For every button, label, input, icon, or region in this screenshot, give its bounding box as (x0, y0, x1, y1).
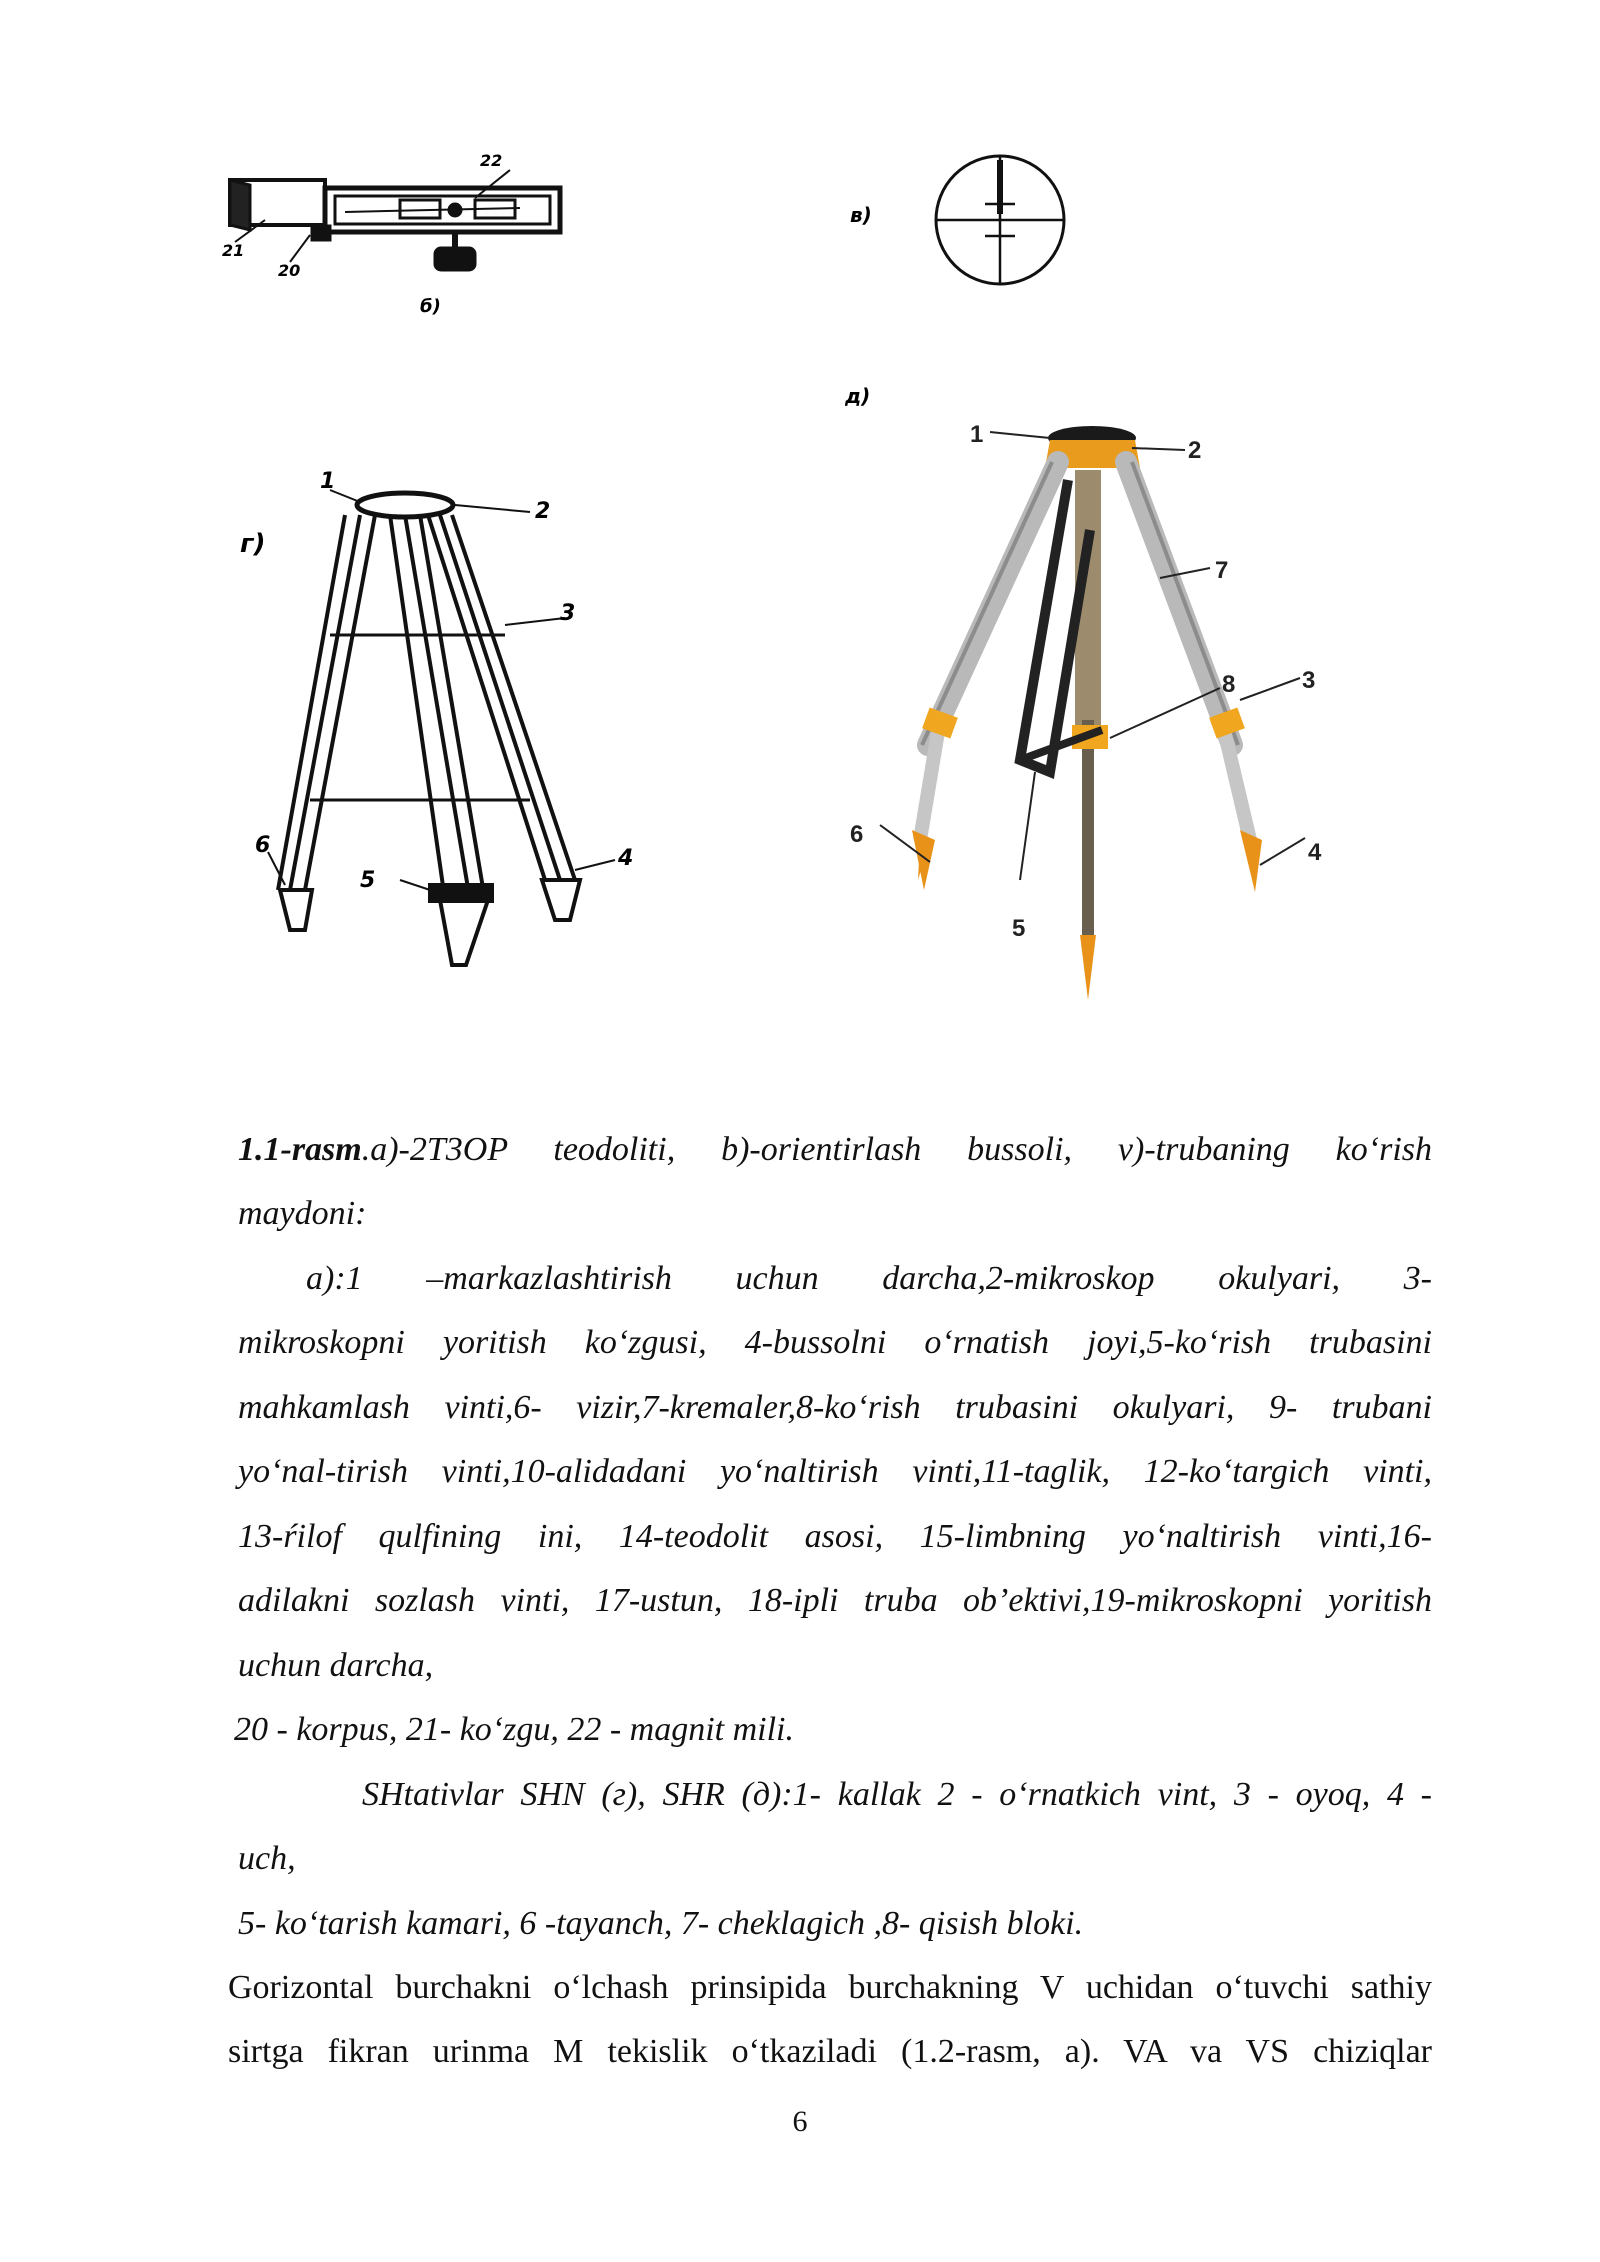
caption-line-7: 13-ŕilof qulfining ini, 14-teodolit asosi, 15-limbning yo‘naltirish vinti,16- (238, 1518, 1432, 1555)
caption-line-11: SHtativlar SHN (г), SHR (д):1- kallak 2 - o‘rnatkich vint, 3 - oyoq, 4 - (362, 1776, 1432, 1813)
caption-line-6: yo‘nal-tirish vinti,10-alidadani yo‘naltirish vinti,11-taglik, 12-ko‘targich vinti, (238, 1453, 1432, 1490)
caption-line-5: mahkamlash vinti,6- vizir,7-kremaler,8-ko‘rish trubasini okulyari, 9- trubani (238, 1389, 1432, 1426)
figure-b-bussol (220, 140, 580, 330)
caption-line-8: adilakni sozlash vinti, 17-ustun, 18-ipli truba ob’ektivi,19-mikroskopni yoritish (238, 1582, 1432, 1619)
figure-caption (234, 1118, 1432, 1948)
figure-d-tripod-shr (840, 400, 1360, 1000)
body-line-1: Gorizontal burchakni o‘lchash prinsipida burchakning V uchidan o‘tuvchi sathiy (228, 1969, 1432, 2006)
figure-v-label: в) (850, 203, 872, 227)
callout-3: 3 (560, 601, 576, 626)
callout-21: 21 (222, 241, 245, 260)
callout-4: 4 (618, 846, 634, 871)
caption-figure-number: 1.1-rasm (238, 1131, 362, 1168)
figure-v-field-of-view (840, 140, 1080, 300)
callout-4: 4 (1308, 839, 1322, 866)
figure-d-label: д) (845, 384, 871, 408)
caption-line-3: a):1 –markazlashtirish uchun darcha,2-mikroskop okulyari, 3- (306, 1260, 1432, 1297)
figure-b-label: б) (420, 296, 441, 317)
callout-20: 20 (278, 261, 301, 280)
caption-line-13: 5- ko‘tarish kamari, 6 -tayanch, 7- cheklagich ,8- qisish bloki. (238, 1905, 1084, 1942)
callout-7: 7 (1215, 557, 1229, 584)
callout-5: 5 (1012, 915, 1026, 942)
caption-line-4: mikroskopni yoritish ko‘zgusi, 4-bussolni o‘rnatish joyi,5-ko‘rish trubasini (238, 1324, 1432, 1361)
callout-5: 5 (360, 868, 376, 893)
callout-22: 22 (480, 151, 503, 170)
callout-2: 2 (1188, 437, 1202, 464)
callout-3: 3 (1302, 667, 1316, 694)
callout-2: 2 (535, 499, 551, 524)
figure-g-tripod-shn (230, 460, 650, 980)
callout-6: 6 (255, 833, 271, 858)
caption-line-10: 20 - korpus, 21- ko‘zgu, 22 - magnit mili. (234, 1711, 795, 1748)
callout-8: 8 (1222, 671, 1236, 698)
caption-line-1: 1.1-rasm.a)-2T3OP teodoliti, b)-orientirlash bussoli, v)-trubaning ko‘rish (238, 1131, 1432, 1168)
callout-1: 1 (320, 469, 336, 494)
page-number: 6 (792, 2105, 808, 2138)
body-paragraph (228, 1956, 1432, 2086)
body-line-2: sirtga fikran urinma M tekislik o‘tkaziladi (1.2-rasm, a). VA va VS chiziqlar (228, 2033, 1432, 2070)
callout-6: 6 (850, 821, 864, 848)
callout-1: 1 (970, 421, 984, 448)
caption-line-12: uch, (238, 1840, 296, 1877)
caption-line-2: maydoni: (238, 1195, 367, 1232)
figure-g-label: г) (240, 529, 266, 559)
caption-line-9: uchun darcha, (238, 1647, 434, 1684)
